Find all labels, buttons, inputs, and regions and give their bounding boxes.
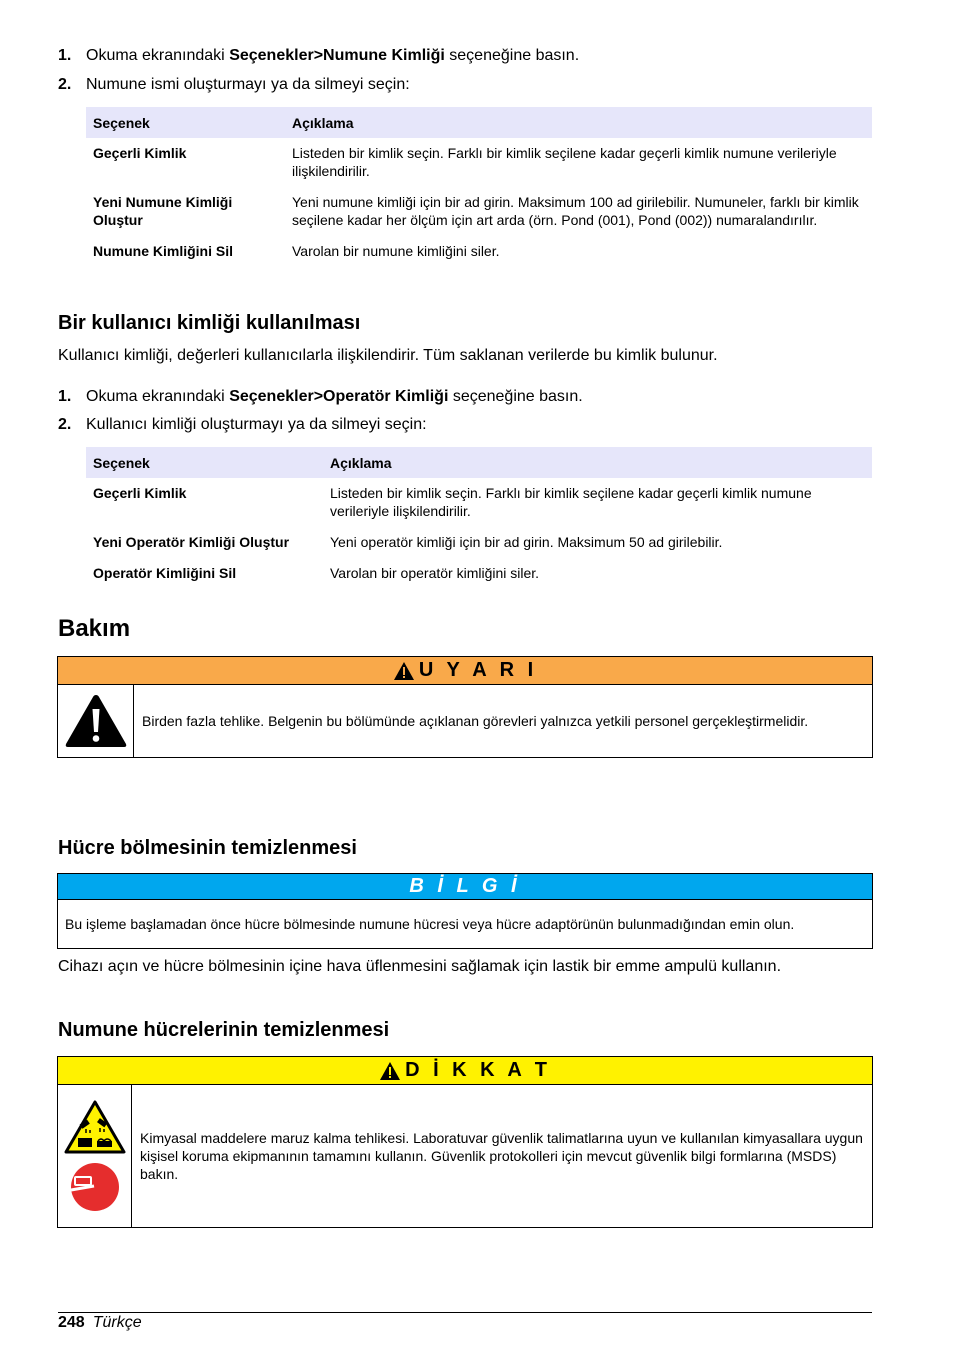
option-name: Geçerli Kimlik (93, 145, 187, 161)
notice-box (57, 873, 873, 949)
section-heading-user-id: Bir kullanıcı kimliği kullanılması (58, 312, 361, 334)
option-description: Listeden bir kimlik seçin. Farklı bir kimlik seçilene kadar geçerli kimlik numune verileriyle ilişkilendirilir. (330, 485, 812, 519)
table-header-row (86, 447, 872, 478)
step-text: Okuma ekranındaki (86, 388, 230, 405)
option-name: Operatör Kimliğini Sil (93, 565, 237, 581)
option-description: Yeni numune kimliği için bir ad girin. Maksimum 100 ad girilebilir. Numuneler, farklı bir kimlik seçilene kadar her ölçüm için art arda (örn. Pond (001), Pond (002)) numaralandırılır. (292, 194, 859, 228)
warning-title: U Y A R I (418, 659, 538, 681)
step-1 (58, 387, 583, 407)
notice-header (58, 874, 872, 900)
warning-icon-cell (58, 685, 134, 757)
sample-id-options-table (86, 107, 872, 267)
step-text: Okuma ekranındaki (86, 47, 230, 64)
option-name: Geçerli Kimlik (93, 485, 187, 501)
option-name: Yeni Operatör Kimliği Oluştur (93, 534, 290, 550)
caution-title: D İ K K A T (405, 1059, 551, 1081)
cell-compartment-instructions: Cihazı açın ve hücre bölmesinin içine hava üflenmesini sağlamak için lastik bir emme ampulü kullanın. (58, 958, 782, 975)
section-heading-maintenance: Bakım (58, 615, 131, 642)
step-text: Numune ismi oluşturmayı ya da silmeyi seçin: (86, 76, 410, 93)
warning-triangle-icon (379, 1061, 401, 1081)
column-header-description: Açıklama (323, 447, 872, 478)
table-row (86, 236, 872, 267)
warning-box (57, 656, 873, 758)
page-footer (58, 1313, 142, 1333)
option-description: Varolan bir operatör kimliğini siler. (330, 565, 540, 581)
step-2 (58, 75, 410, 95)
safety-goggles-icon (70, 1162, 120, 1212)
table-row (86, 558, 872, 589)
column-header-option: Seçenek (86, 107, 285, 138)
step-number: 1. (58, 47, 72, 64)
step-2 (58, 415, 427, 435)
column-header-option: Seçenek (86, 447, 323, 478)
caution-box (57, 1056, 873, 1228)
caution-body (58, 1085, 872, 1227)
option-description: Yeni operatör kimliği için bir ad girin. Maksimum 50 ad girilebilir. (330, 534, 723, 550)
table-row (86, 527, 872, 558)
caution-header (58, 1057, 872, 1085)
warning-body (58, 685, 872, 757)
step-menu-path: Seçenekler>Numune Kimliği (229, 47, 445, 64)
caution-icon-cell (58, 1085, 132, 1227)
warning-text: Birden fazla tehlike. Belgenin bu bölümünde açıklanan görevleri yalnızca yetkili personel gerçekleştirmelidir. (142, 713, 809, 729)
step-text-end: seçeneğine basın. (444, 47, 580, 64)
table-row (86, 187, 872, 236)
step-text-end: seçeneğine basın. (448, 388, 583, 405)
step-number: 2. (58, 76, 72, 93)
column-header-description: Açıklama (285, 107, 872, 138)
user-id-options-table (86, 447, 872, 589)
section-heading-cell-compartment: Hücre bölmesinin temizlenmesi (58, 837, 357, 859)
option-name: Yeni Numune Kimliği Oluştur (93, 194, 233, 228)
exclamation-triangle-icon (64, 692, 128, 750)
table-header-row (86, 107, 872, 138)
option-description: Listeden bir kimlik seçin. Farklı bir kimlik seçilene kadar geçerli kimlik numune verileriyle ilişkilendirilir. (292, 145, 837, 179)
notice-title: B İ L G İ (409, 875, 521, 897)
step-number: 2. (58, 416, 72, 433)
step-menu-path: Seçenekler>Operatör Kimliği (229, 388, 449, 405)
corrosive-hazard-icon (64, 1100, 126, 1154)
page-number: 248 (58, 1314, 85, 1331)
table-row (86, 478, 872, 527)
footer-rule (58, 1312, 872, 1313)
section-heading-sample-cells: Numune hücrelerinin temizlenmesi (58, 1019, 390, 1041)
step-1 (58, 46, 579, 66)
table-row (86, 138, 872, 187)
warning-triangle-icon (393, 661, 415, 681)
user-id-intro: Kullanıcı kimliği, değerleri kullanıcılarla ilişkilendirir. Tüm saklanan verilerde bu kimlik bulunur. (58, 347, 718, 364)
step-number: 1. (58, 388, 72, 405)
option-description: Varolan bir numune kimliğini siler. (292, 243, 500, 259)
caution-text: Kimyasal maddelere maruz kalma tehlikesi. Laboratuvar güvenlik talimatlarına uyun ve kullanılan kimyasallara uygun kişisel koruma ekipmanının tamamını kullanın. Güvenlik protokolleri için mevcut güvenlik bilgi formlarına (MSDS) bakın. (140, 1130, 863, 1182)
step-text: Kullanıcı kimliği oluşturmayı ya da silmeyi seçin: (86, 416, 427, 433)
warning-header (58, 657, 872, 685)
footer-language: Türkçe (92, 1314, 142, 1331)
notice-text: Bu işleme başlamadan önce hücre bölmesinde numune hücresi veya hücre adaptörünün bulunmadığından emin olun. (65, 916, 795, 932)
option-name: Numune Kimliğini Sil (93, 243, 234, 259)
